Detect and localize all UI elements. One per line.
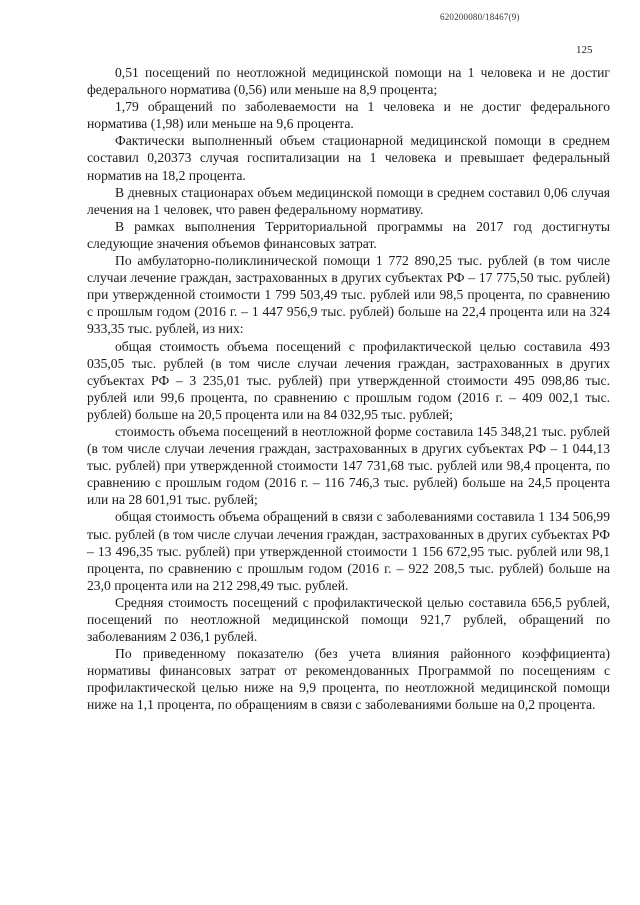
paragraph: По амбулаторно-поликлинической помощи 1 772 890,25 тыс. рублей (в том числе случаи лечение граждан, застрахованных в других субъектах РФ – 17 775,50 тыс. рублей) при утвержденной стоимости 1 799 503,49 тыс. рублей или 98,5 процента, по сравнению с прошлым годом (2016 г. – 1 447 956,9 тыс. рублей) больше на 22,4 процента или на 324 933,35 тыс. рублей, из них: <box>87 253 610 337</box>
paragraph: По приведенному показателю (без учета влияния районного коэффициента) нормативы финансовых затрат от рекомендованных Программой по посещениям с профилактической целью ниже на 9,9 процента, по неотложной медицинской помощи ниже на 1,1 процента, по обращениям в связи с заболеваниями больше на 0,2 процента. <box>87 646 610 713</box>
paragraph: Фактически выполненный объем стационарной медицинской помощи в среднем составил 0,20373 случая госпитализации на 1 человека и превышает федеральный норматив на 18,2 процента. <box>87 133 610 183</box>
document-id: 620200080/18467(9) <box>440 12 520 22</box>
paragraph: общая стоимость объема посещений с профилактической целью составила 493 035,05 тыс. рублей (в том числе случаи лечения граждан, застрахованных в других субъектах РФ – 3 235,01 тыс. рублей) при утвержденной стоимости 495 098,86 тыс. рублей или 99,6 процента, по сравнению с прошлым годом (2016 г. – 409 002,1 тыс. рублей) больше на 20,5 процента или на 84 032,95 тыс. рублей; <box>87 338 610 422</box>
paragraph: стоимость объема посещений в неотложной форме составила 145 348,21 тыс. рублей (в том числе случаи лечения граждан, застрахованных в других субъектах РФ – 1 044,13 тыс. рублей) при утвержденной стоимости 147 731,68 тыс. рублей или 98,4 процента, по сравнению с прошлым годом (2016 г. – 116 746,3 тыс. рублей) больше на 24,5 процента или на 28 601,91 тыс. рублей; <box>87 423 610 508</box>
paragraph: 1,79 обращений по заболеваемости на 1 человека и не достиг федерального норматива (1,98) или меньше на 9,6 процента. <box>87 99 610 132</box>
paragraph: В рамках выполнения Территориальной программы на 2017 год достигнуты следующие значения объемов финансовых затрат. <box>87 218 610 251</box>
paragraph: В дневных стационарах объем медицинской помощи в среднем составил 0,06 случая лечения на 1 человек, что равен федеральному нормативу. <box>87 184 610 217</box>
paragraph: 0,51 посещений по неотложной медицинской помощи на 1 человека и не достиг федерального норматива (0,56) или меньше на 8,9 процента; <box>87 65 610 98</box>
paragraph: Средняя стоимость посещений с профилактической целью составила 656,5 рублей, посещений по неотложной медицинской помощи 921,7 рублей, обращений по заболеваниям 2 036,1 рублей. <box>87 594 610 645</box>
paragraph: общая стоимость объема обращений в связи с заболеваниями составила 1 134 506,99 тыс. рублей (в том числе случаи лечения граждан, застрахованных в других субъектах РФ – 13 496,35 тыс. рублей) при утвержденной стоимости 1 156 672,95 тыс. рублей или 98,1 процента, по сравнению с прошлым годом (2016 г. – 922 208,5 тыс. рублей) больше на 23,0 процента или на 212 298,49 тыс. рублей. <box>87 509 610 593</box>
page-number: 125 <box>576 44 593 56</box>
document-body <box>87 64 610 714</box>
